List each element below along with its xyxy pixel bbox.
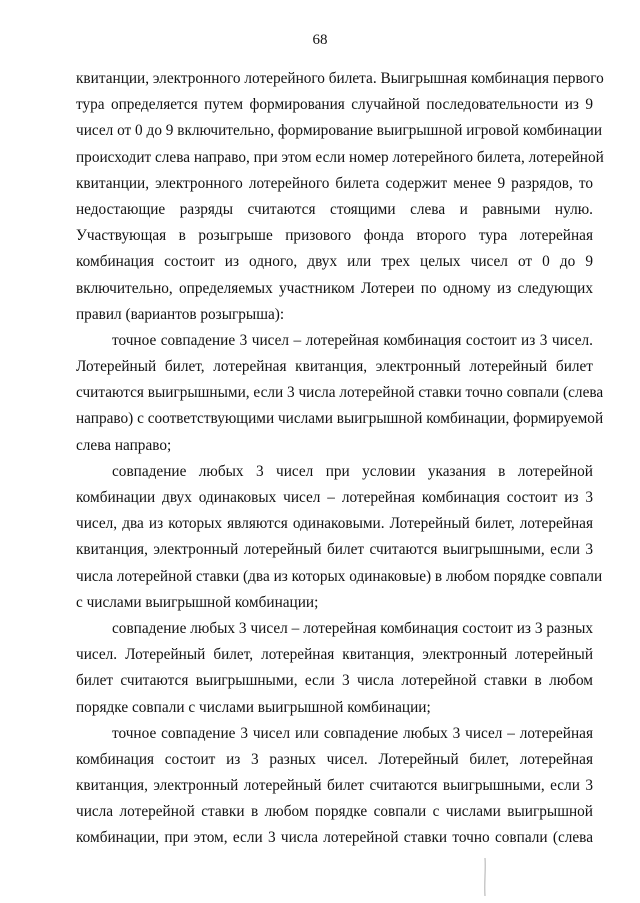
text-line: слева направо;	[76, 436, 172, 454]
text-line: точное совпадение 3 чисел или совпадение любых 3 чисел – лотерейная	[112, 724, 593, 742]
text-line: числа лотерейной ставки в любом порядке совпали с числами выигрышной	[76, 803, 593, 821]
text-line: совпадение любых 3 чисел при условии указания в лотерейной	[112, 462, 593, 480]
body-text	[76, 66, 604, 852]
text-line: происходит слева направо, при этом если номер лотерейного билета, лотерейной	[76, 148, 604, 166]
text-line: комбинации, при этом, если 3 числа лотерейной ставки точно совпали (слева	[76, 829, 593, 847]
text-line: порядке совпали с числами выигрышной комбинации;	[76, 698, 431, 716]
text-line: чисел. Лотерейный билет, лотерейная квитанция, электронный лотерейный	[76, 646, 593, 664]
text-line: чисел, два из которых являются одинаковыми. Лотерейный билет, лотерейная	[76, 515, 593, 533]
text-line: с числами выигрышной комбинации;	[76, 593, 319, 611]
text-line: билет считаются выигрышными, если 3 числа лотерейной ставки в любом	[76, 672, 593, 690]
text-line: квитанции, электронного лотерейного билета содержит менее 9 разрядов, то	[76, 174, 593, 192]
text-line: комбинации двух одинаковых чисел – лотерейная комбинация состоит из 3	[76, 489, 593, 506]
text-line: комбинация состоит из одного, двух или трех целых чисел от 0 до 9	[76, 253, 593, 271]
text-line: совпадение любых 3 чисел – лотерейная комбинация состоит из 3 разных	[112, 619, 593, 637]
page-number: 68	[312, 32, 328, 48]
text-line: Лотерейный билет, лотерейная квитанция, электронный лотерейный билет	[76, 358, 593, 376]
text-line: чисел от 0 до 9 включительно, формирование выигрышной игровой комбинации	[76, 122, 603, 140]
text-line: недостающие разряды считаются стоящими слева и равными нулю.	[76, 200, 593, 218]
scan-artifact-mark	[484, 858, 486, 896]
text-line: числа лотерейной ставки (два из которых одинаковые) в любом порядке совпали	[76, 567, 603, 585]
text-line: квитанции, электронного лотерейного билета. Выигрышная комбинация первого	[76, 70, 604, 87]
text-line: правил (вариантов розыгрыша):	[76, 305, 285, 323]
text-line: Участвующая в розыгрыше призового фонда второго тура лотерейная	[76, 227, 593, 245]
text-line: квитанция, электронный лотерейный билет считаются выигрышными, если 3	[76, 541, 593, 559]
text-line: тура определяется путем формирования случайной последовательности из 9	[76, 96, 593, 114]
text-line: комбинация состоит из 3 разных чисел. Лотерейный билет, лотерейная	[76, 750, 593, 768]
text-line: считаются выигрышными, если 3 числа лотерейной ставки точно совпали (слева	[76, 384, 604, 402]
text-line: квитанция, электронный лотерейный билет считаются выигрышными, если 3	[76, 777, 593, 795]
text-line: включительно, определяемых участником Лотереи по одному из следующих	[76, 279, 593, 297]
text-line: направо) с соответствующими числами выигрышной комбинации, формируемой	[76, 410, 604, 428]
text-line: точное совпадение 3 чисел – лотерейная комбинация состоит из 3 чисел.	[112, 331, 593, 349]
